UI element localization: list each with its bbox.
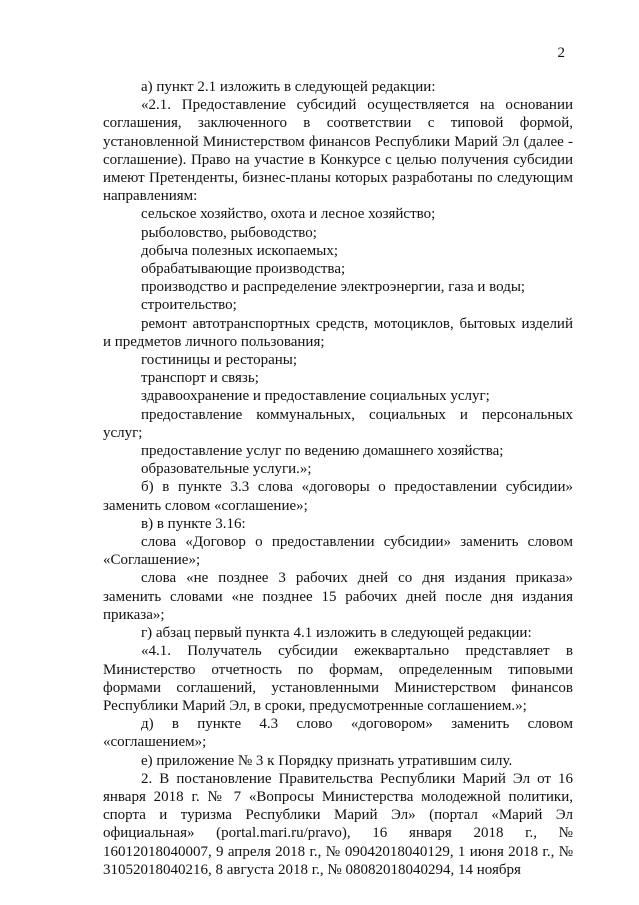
list-item: предоставление услуг по ведению домашнего хозяйства; (141, 443, 504, 460)
document-body (103, 78, 573, 879)
list-item: производство и распределение электроэнергии, газа и воды; (141, 279, 526, 296)
list-item: образовательные услуги.»; (141, 461, 312, 478)
page-number: 2 (557, 45, 565, 61)
list-item: строительство; (141, 297, 237, 314)
list-item: ремонт автотранспортных средств, мотоциклов, бытовых изделий и предметов личного пользования; (103, 315, 573, 350)
list-item: здравоохранение и предоставление социальных услуг; (141, 388, 490, 405)
paragraph-2-1: «2.1. Предоставление субсидий осуществляется на основании соглашения, заключенного в соответствии с типовой формой, установленной Министерством финансов Республики Марий Эл (далее - соглашение). Право на участие в Конкурсе с целью получения субсидии имеют Претенденты, бизнес-планы которых разработаны по следующим направлениям: (103, 97, 573, 205)
paragraph-v-words-1: слова «Договор о предоставлении субсидии» заменить словом «Соглашение»; (103, 534, 573, 569)
paragraph-2: 2. В постановление Правительства Республики Марий Эл от 16 января 2018 г. № 7 «Вопросы Министерства молодежной политики, спорта и туризма Республики Марий Эл» (портал «Марий Эл официальная» (portal.mari.ru/pravo), 16 января 2018 г., № 16012018040007, 9 апреля 2018 г., № 09042018040129, 1 июня 2018 г., № 31052018040216, 8 августа 2018 г., № 08082018040294, 14 ноября (103, 770, 573, 878)
list-item: предоставление коммунальных, социальных и персональных услуг; (103, 406, 573, 441)
list-item: сельское хозяйство, охота и лесное хозяйство; (141, 206, 436, 223)
list-item: добыча полезных ископаемых; (141, 242, 339, 259)
list-item: рыболовство, рыбоводство; (141, 224, 317, 241)
list-item: гостиницы и рестораны; (141, 352, 298, 369)
paragraph-v-words-2: слова «не позднее 3 рабочих дней со дня издания приказа» заменить словами «не позднее 15 рабочих дней после дня издания приказа»; (103, 570, 573, 623)
paragraph-g: г) абзац первый пункта 4.1 изложить в следующей редакции: (141, 625, 532, 642)
paragraph-d: д) в пункте 4.3 слово «договором» заменить словом «соглашением»; (103, 716, 573, 751)
paragraph-e: е) приложение № 3 к Порядку признать утратившим силу. (141, 752, 513, 769)
paragraph-b: б) в пункте 3.3 слова «договоры о предоставлении субсидии» заменить словом «соглашение»; (103, 479, 573, 514)
paragraph-v: в) в пункте 3.16: (141, 515, 246, 532)
paragraph-a: а) пункт 2.1 изложить в следующей редакции: (141, 79, 436, 95)
paragraph-4-1: «4.1. Получатель субсидии ежеквартально представляет в Министерство отчетность по формам, определенным типовыми формами соглашений, установленными Министерством финансов Республики Марий Эл, в сроки, предусмотренные соглашением.»; (103, 643, 573, 714)
list-item: транспорт и связь; (141, 370, 259, 387)
list-item: обрабатывающие производства; (141, 261, 346, 278)
